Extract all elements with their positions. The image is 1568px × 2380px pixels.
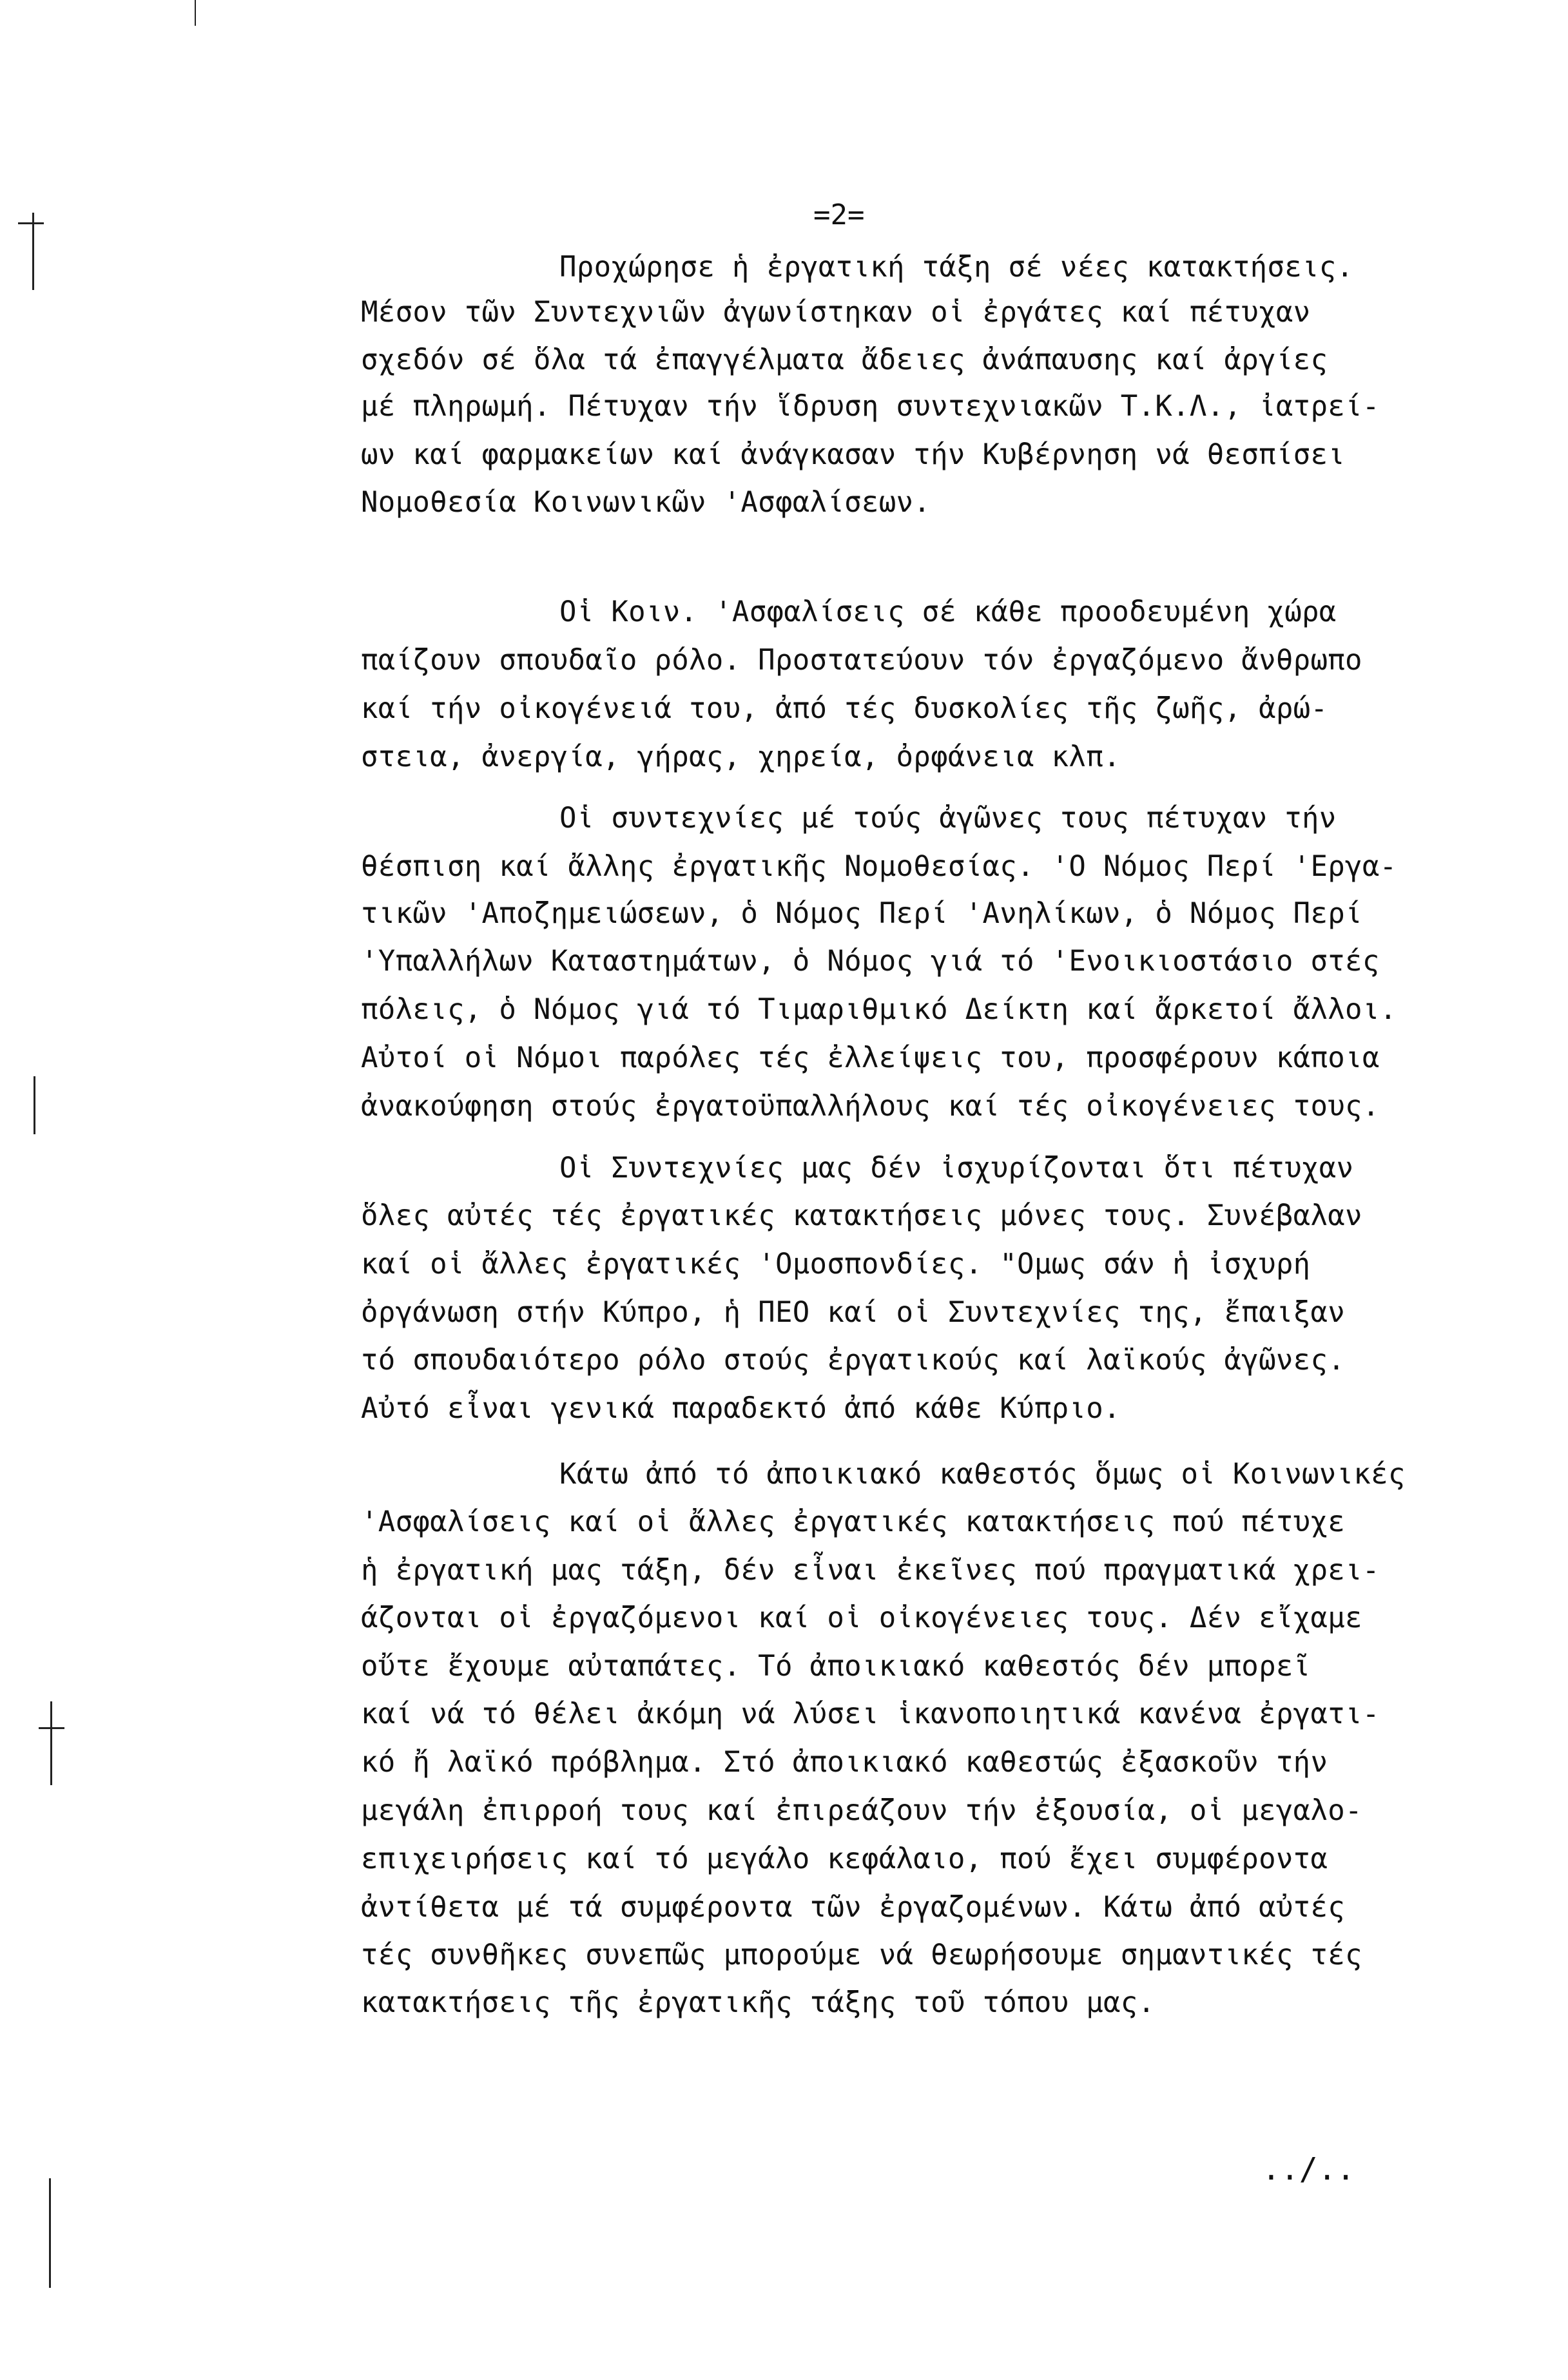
text-line: ὅλες αὐτές τές ἐργατικές κατακτήσεις μόνες τους. Συνέβαλαν (361, 1199, 1362, 1232)
margin-mark (34, 1076, 35, 1134)
text-line: Αὐτοί οἱ Νόμοι παρόλες τές ἐλλείψεις του, προσφέρουν κάποια (361, 1041, 1380, 1074)
text-line: μεγάλη ἐπιρροή τους καί ἐπιρεάζουν τήν ἐξουσία, οἱ μεγαλο- (361, 1794, 1362, 1827)
text-line: Προχώρησε ἡ ἐργατική τάξη σέ νέες κατακτήσεις. (559, 251, 1354, 284)
page-number: =2= (813, 198, 865, 231)
text-line: κατακτήσεις τῆς ἐργατικῆς τάξης τοῦ τόπου μας. (361, 1986, 1156, 2019)
text-line: ων καί φαρμακείων καί ἀνάγκασαν τήν Κυβέρνηση νά θεσπίσει (361, 438, 1346, 471)
text-line: τές συνθῆκες συνεπῶς μπορούμε νά θεωρήσουμε σημαντικές τές (361, 1939, 1362, 1971)
text-line: 'Υπαλλήλων Καταστημάτων, ὁ Νόμος γιά τό 'Ενοικιοστάσιο στές (361, 945, 1380, 978)
text-line: καί οἱ ἄλλες ἐργατικές 'Ομοσπονδίες. "Ομως σάν ἡ ἰσχυρή (361, 1248, 1311, 1281)
text-line: Μέσον τῶν Συντεχνιῶν ἀγωνίστηκαν οἱ ἐργάτες καί πέτυχαν (361, 296, 1311, 329)
text-line: παίζουν σπουδαῖο ρόλο. Προστατεύουν τόν ἐργαζόμενο ἄνθρωπο (361, 644, 1362, 677)
text-line: καί νά τό θέλει ἀκόμη νά λύσει ἱκανοποιητικά κανένα ἐργατι- (361, 1698, 1380, 1730)
text-line: Κάτω ἀπό τό ἀποικιακό καθεστός ὅμως οἱ Κοινωνικές (559, 1458, 1406, 1491)
text-line: Οἱ Κοιν. 'Ασφαλίσεις σέ κάθε προοδευμένη χώρα (559, 595, 1337, 628)
text-line: ἀνακούφηση στούς ἐργατοϋπαλλήλους καί τές οἰκογένειες τους. (361, 1090, 1380, 1123)
text-line: Αὐτό εἶναι γενικά παραδεκτό ἀπό κάθε Κύπριο. (361, 1392, 1121, 1425)
margin-mark (49, 2178, 51, 2288)
continuation-mark: ../.. (1262, 2151, 1355, 2187)
text-line: οὔτε ἔχουμε αὐταπάτες. Τό ἀποικιακό καθεστός δέν μπορεῖ (361, 1650, 1311, 1683)
text-line: Οἱ Συντεχνίες μας δέν ἰσχυρίζονται ὅτι πέτυχαν (559, 1152, 1354, 1185)
text-line: ἀντίθετα μέ τά συμφέροντα τῶν ἐργαζομένων. Κάτω ἀπό αὐτές (361, 1891, 1346, 1924)
text-line: πόλεις, ὁ Νόμος γιά τό Τιμαριθμικό Δείκτη καί ἄρκετοί ἄλλοι. (361, 993, 1397, 1026)
text-line: τό σπουδαιότερο ρόλο στούς ἐργατικούς καί λαϊκούς ἀγῶνες. (361, 1344, 1346, 1377)
text-line: ὀργάνωση στήν Κύπρο, ἡ ΠΕΟ καί οἱ Συντεχνίες της, ἔπαιξαν (361, 1296, 1346, 1329)
text-line: Οἱ συντεχνίες μέ τούς ἀγῶνες τους πέτυχαν τήν (559, 802, 1337, 835)
text-line: καί τήν οἰκογένειά του, ἀπό τές δυσκολίες τῆς ζωῆς, ἀρώ- (361, 692, 1328, 725)
margin-mark (18, 222, 44, 224)
text-line: επιχειρήσεις καί τό μεγάλο κεφάλαιο, πού ἔχει συμφέροντα (361, 1843, 1328, 1875)
text-line: θέσπιση καί ἄλλης ἐργατικῆς Νομοθεσίας. 'Ο Νόμος Περί 'Εργα- (361, 850, 1397, 883)
text-line: 'Ασφαλίσεις καί οἱ ἄλλες ἐργατικές κατακτήσεις πού πέτυχε (361, 1505, 1346, 1538)
text-line: σχεδόν σέ ὅλα τά ἐπαγγέλματα ἄδειες ἀνάπαυσης καί ἀργίες (361, 343, 1328, 376)
text-line: στεια, ἀνεργία, γήρας, χηρεία, ὀρφάνεια κλπ. (361, 740, 1121, 773)
margin-mark (32, 213, 34, 290)
text-line: ἡ ἐργατική μας τάξη, δέν εἶναι ἐκεῖνες πού πραγματικά χρει- (361, 1554, 1380, 1587)
margin-mark (195, 0, 196, 26)
text-line: Νομοθεσία Κοινωνικῶν 'Ασφαλίσεων. (361, 486, 931, 519)
margin-mark (39, 1727, 64, 1729)
text-line: άζονται οἱ ἐργαζόμενοι καί οἱ οἰκογένειες τους. Δέν εἴχαμε (361, 1601, 1362, 1634)
margin-mark (50, 1701, 52, 1785)
text-line: κό ἤ λαϊκό πρόβλημα. Στό ἀποικιακό καθεστώς ἐξασκοῦν τήν (361, 1746, 1328, 1779)
text-line: τικῶν 'Αποζημειώσεων, ὁ Νόμος Περί 'Ανηλίκων, ὁ Νόμος Περί (361, 897, 1362, 930)
text-line: μέ πληρωμή. Πέτυχαν τήν ἵδρυση συντεχνιακῶν Τ.Κ.Λ., ἰατρεί- (361, 390, 1380, 423)
